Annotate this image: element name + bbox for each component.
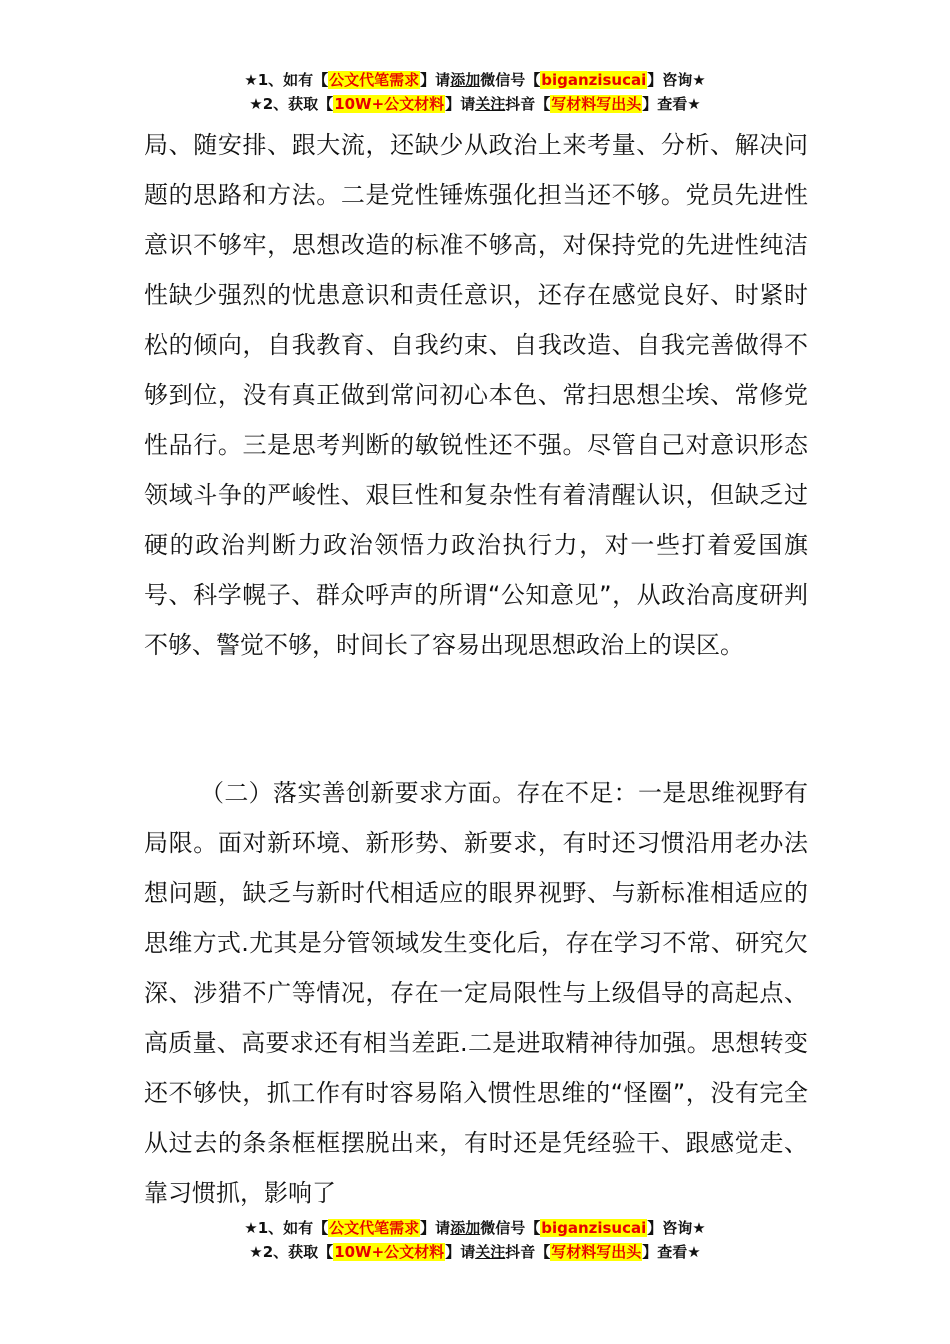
header-banner <box>0 68 950 116</box>
highlight-service: 公文代笔需求 <box>329 1219 420 1237</box>
paragraph-continued: 局、随安排、跟大流，还缺少从政治上来考量、分析、解决问题的思路和方法。二是党性锤炼强化担当还不够。党员先进性意识不够牢，思想改造的标准不够高，对保持党的先进性纯洁性缺少强烈的忧患意识和责任意识，还存在感觉良好、时紧时松的倾向，自我教育、自我约束、自我改造、自我完善做得不够到位，没有真正做到常问初心本色、常扫思想尘埃、常修党性品行。三是思考判断的敏锐性还不强。尽管自己对意识形态领域斗争的严峻性、艰巨性和复杂性有着清醒认识，但缺乏过硬的政治判断力政治领悟力政治执行力，对一些打着爱国旗号、科学幌子、群众呼声的所谓“公知意见”，从政治高度研判不够、警觉不够，时间长了容易出现思想政治上的误区。 <box>144 131 808 659</box>
footer-banner <box>0 1216 950 1264</box>
highlight-douyin: 写材料写出头 <box>551 1243 642 1261</box>
paragraph-innovation-section: （二）落实善创新要求方面。存在不足：一是思维视野有局限。面对新环境、新形势、新要求，有时还习惯沿用老办法想问题，缺乏与新时代相适应的眼界视野、与新标准相适应的思维方式.尤其是分管领域发生变化后，存在学习不常、研究欠深、涉猎不广等情况，存在一定局限性与上级倡导的高起点、高质量、高要求还有相当差距.二是进取精神待加强。思想转变还不够快，抓工作有时容易陷入惯性思维的“怪圈”，没有完全从过去的条条框框摆脱出来，有时还是凭经验干、跟感觉走、靠习惯抓，影响了 <box>144 779 808 1207</box>
highlight-service: 公文代笔需求 <box>329 71 420 89</box>
highlight-wechat-id: biganzisucai <box>541 1219 647 1237</box>
highlight-materials: 10W+公文材料 <box>334 95 445 113</box>
highlight-wechat-id: biganzisucai <box>541 71 647 89</box>
banner-line-1: ★1、如有【公文代笔需求】请添加微信号【biganzisucai】咨询★ <box>244 1219 706 1237</box>
banner-line-2: ★2、获取【10W+公文材料】请关注抖音【写材料写出头】查看★ <box>249 95 701 113</box>
highlight-materials: 10W+公文材料 <box>334 1243 445 1261</box>
banner-line-2: ★2、获取【10W+公文材料】请关注抖音【写材料写出头】查看★ <box>249 1243 701 1261</box>
banner-line-1: ★1、如有【公文代笔需求】请添加微信号【biganzisucai】咨询★ <box>244 71 706 89</box>
highlight-douyin: 写材料写出头 <box>551 95 642 113</box>
